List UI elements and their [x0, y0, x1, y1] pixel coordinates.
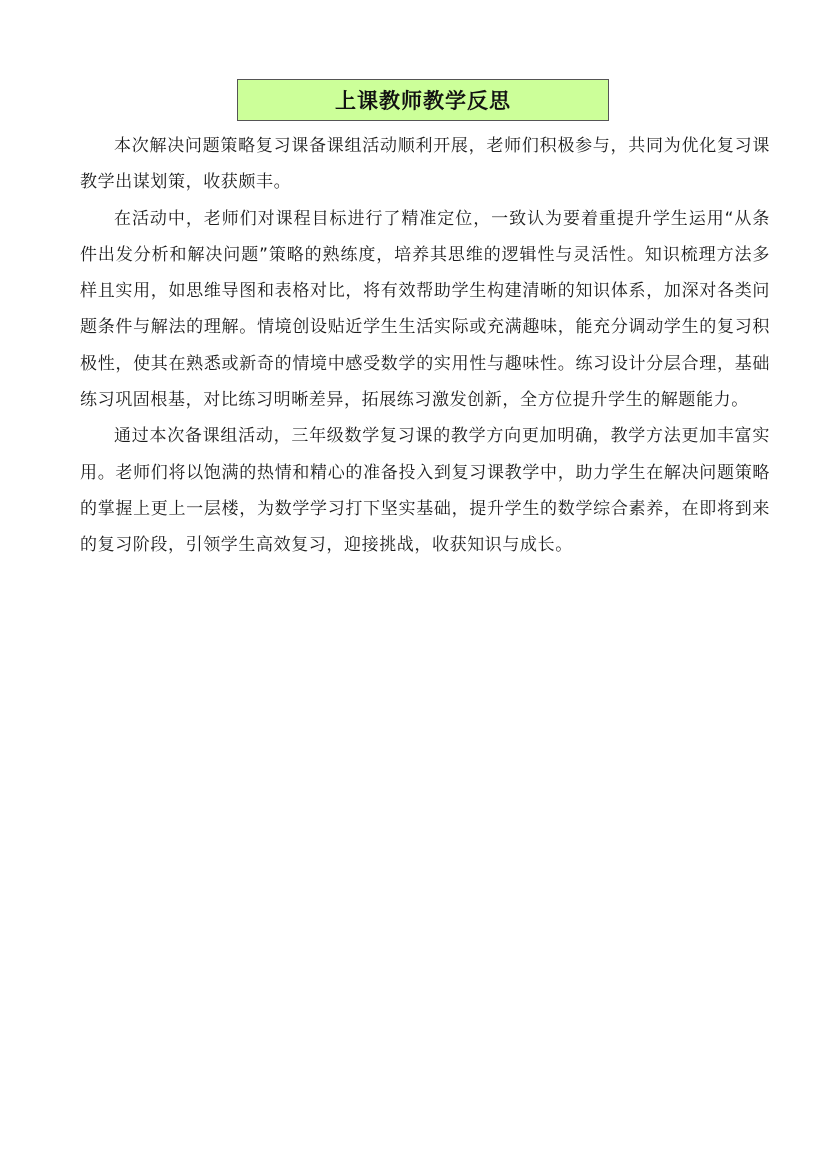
- page-title: 上课教师教学反思: [335, 89, 511, 113]
- paragraph-intro: 本次解决问题策略复习课备课组活动顺利开展，老师们积极参与，共同为优化复习课教学出谋划策，收获颇丰。: [80, 136, 770, 193]
- paragraph-activity: 在活动中，老师们对课程目标进行了精准定位，一致认为要着重提升学生运用“从条件出发分析和解决问题”策略的熟练度，培养其思维的逻辑性与灵活性。知识梳理方法多样且实用，如思维导图和表格对比，将有效帮助学生构建清晰的知识体系，加深对各类问题条件与解法的理解。情境创设贴近学生生活实际或充满趣味，能充分调动学生的复习积极性，使其在熟悉或新奇的情境中感受数学的实用性与趣味性。练习设计分层合理，基础练习巩固根基，对比练习明晰差异，拓展练习激发创新，全方位提升学生的解题能力。: [80, 208, 770, 411]
- paragraph-conclusion: 通过本次备课组活动，三年级数学复习课的教学方向更加明确，教学方法更加丰富实用。老师们将以饱满的热情和精心的准备投入到复习课教学中，助力学生在解决问题策略的掌握上更上一层楼，为数学学习打下坚实基础，提升学生的数学综合素养，在即将到来的复习阶段，引领学生高效复习，迎接挑战，收获知识与成长。: [80, 426, 770, 556]
- title-box: [237, 79, 609, 121]
- body-text: [80, 128, 770, 564]
